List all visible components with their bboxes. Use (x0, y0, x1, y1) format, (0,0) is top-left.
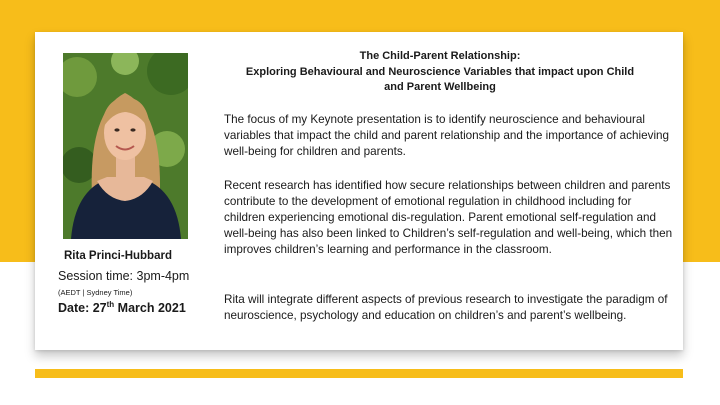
speaker-name: Rita Princi-Hubbard (64, 250, 172, 262)
event-date (58, 300, 186, 315)
speaker-card (35, 32, 683, 350)
talk-paragraph-integration: Rita will integrate different aspects of previous research to investigate the paradigm of neuroscience, psychology and education on children’s and parent’s wellbeing. (224, 293, 668, 322)
date-suffix: March 2021 (114, 301, 186, 316)
date-ordinal: th (106, 300, 115, 309)
bottom-accent-bar (35, 369, 683, 378)
talk-title-line-2: Exploring Behavioural and Neuroscience Variables that impact upon Child (245, 65, 635, 78)
session-time: Session time: 3pm-4pm (58, 269, 190, 283)
timezone-note: (AEDT | Sydney Time) (58, 288, 133, 297)
date-prefix: Date: 27 (58, 301, 107, 316)
talk-title (217, 49, 663, 96)
talk-title-line-3: and Parent Wellbeing (384, 81, 496, 93)
speaker-photo (63, 53, 188, 239)
talk-paragraph-research: Recent research has identified how secure relationships between children and parents contribute to the development of emotional regulation in childhood including for children experiencing emotional dis-regulation. Parent emotional self-regulation and well-being has also been linked to Children’s self-regulation and well-being, which then improves children’s learning and performance in the classroom. (224, 179, 673, 256)
talk-paragraph-focus: The focus of my Keynote presentation is to identify neuroscience and behavioural variables that impact the child and parent relationship and the importance of achieving well-being for children and parents. (224, 113, 670, 158)
talk-title-line-1: The Child-Parent Relationship: (359, 50, 521, 62)
